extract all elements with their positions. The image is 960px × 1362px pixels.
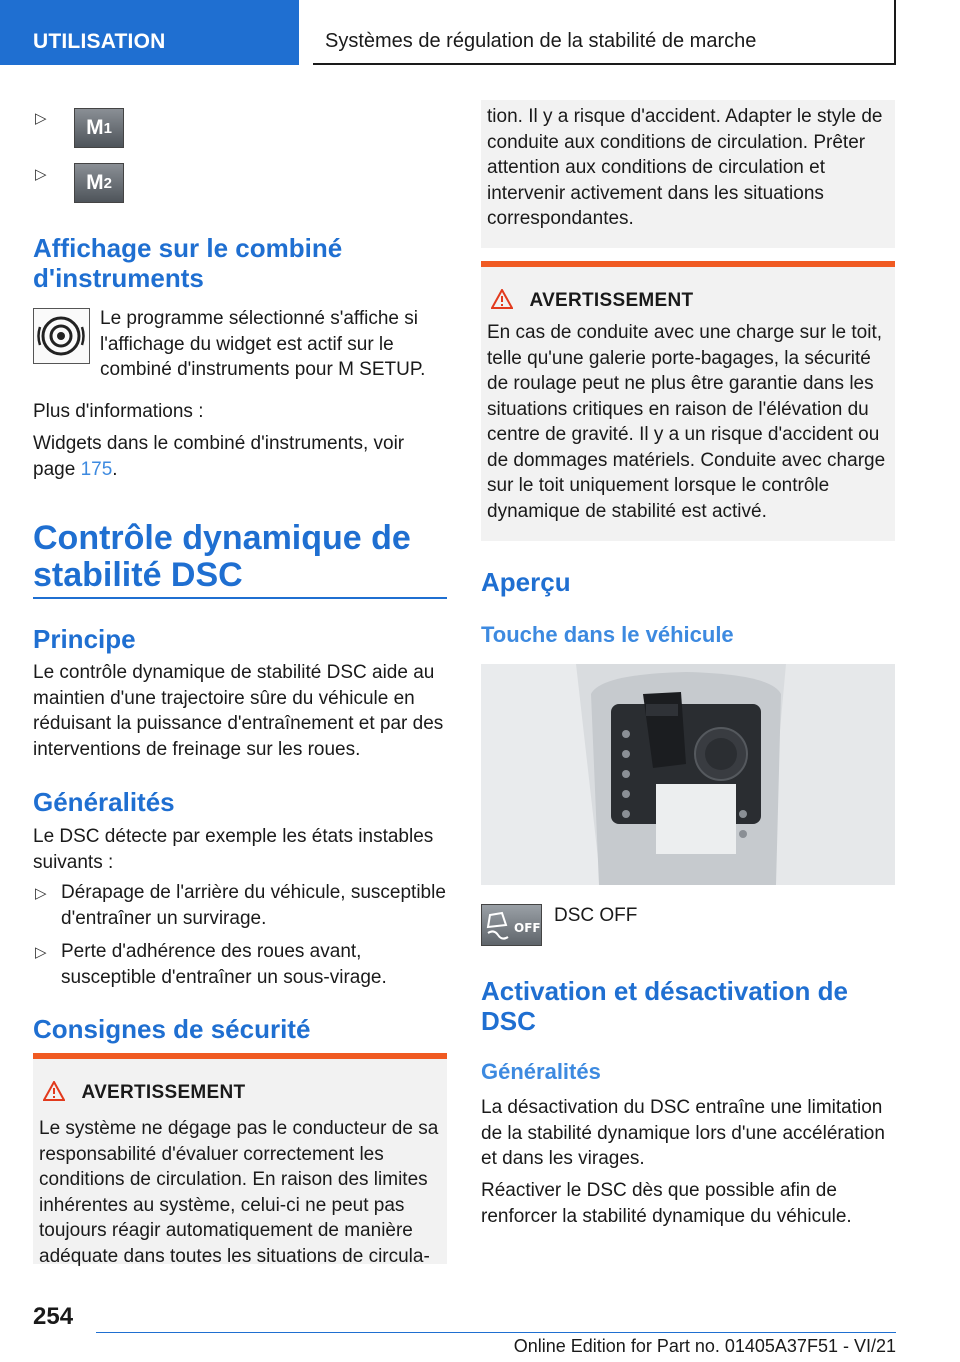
dsc-heading: Contrôle dynamique de stabilité DSC xyxy=(33,519,411,594)
warning-triangle-icon xyxy=(43,1081,65,1101)
section-tab xyxy=(0,0,299,65)
page-number: 254 xyxy=(33,1303,74,1330)
display-text: Le programme sélectionné s'affiche si l'affichage du widget est actif sur le combiné d'instruments pour M SETUP. xyxy=(100,308,426,380)
bullet-icon: ▷ xyxy=(35,944,47,961)
warning-text: En cas de conduite avec une charge sur le toit, telle qu'une galerie porte-bagages, la sécurité de roulage peut ne plus être garantie dans les situations critiques en raison de l'élévation du centre de gravité. Il y a un risque d'accident ou de dommages matériels. Conduite avec charge sur le toit uniquement lorsque le contrôle dynamique de stabilité est activé. xyxy=(487,322,886,522)
dsc-display-icon xyxy=(33,308,90,364)
warning-text: Le système ne dégage pas le conducteur de sa responsabilité d'évaluer correctement les conditions de circulation. En raison des limites inhérentes au système, celui-ci ne peut pas toujours réagir automatiquement de manière adéquate dans toutes les situations de circula- xyxy=(39,1118,439,1267)
principle-text: Le contrôle dynamique de stabilité DSC aide au maintien d'une trajectoire sûre du véhicule en réduisant la puissance d'entraînement et par des interventions de freinage sur les roues. xyxy=(33,662,444,760)
dsc-off-label: DSC OFF xyxy=(554,905,638,926)
general-subheading: Généralités xyxy=(481,1059,601,1084)
warning-box xyxy=(481,267,895,541)
warning-title: AVERTISSEMENT xyxy=(529,290,694,311)
general-text-1: La désactivation du DSC entraîne une limitation de la stabilité dynamique lors d'une accélération et dans les virages. xyxy=(481,1097,885,1169)
divider xyxy=(33,597,447,599)
section-title: UTILISATION xyxy=(33,30,166,53)
button-heading: Touche dans le véhicule xyxy=(481,622,734,647)
bullet-icon: ▷ xyxy=(35,166,47,183)
bullet-icon: ▷ xyxy=(35,110,47,127)
warning-box xyxy=(33,1059,447,1267)
bullet-icon: ▷ xyxy=(35,885,47,902)
chapter-header xyxy=(313,0,896,65)
svg-text:OFF: OFF xyxy=(514,921,541,935)
activation-heading: Activation et désactivation de DSC xyxy=(481,976,848,1036)
warning-title: AVERTISSEMENT xyxy=(81,1082,246,1103)
safety-heading: Consignes de sécurité xyxy=(33,1014,311,1044)
page-link[interactable]: 175 xyxy=(80,458,113,480)
list-item: Dérapage de l'arrière du véhicule, susceptible d'entraîner un survirage. xyxy=(61,882,446,929)
footer-divider xyxy=(96,1332,896,1333)
m1-mode-icon: M 1 xyxy=(74,108,124,148)
warning-box-continued xyxy=(481,100,895,248)
principle-heading: Principe xyxy=(33,624,136,654)
warning-title-row xyxy=(491,289,693,312)
center-console-image xyxy=(481,664,895,885)
general-text: Le DSC détecte par exemple les états instables suivants : xyxy=(33,826,434,873)
warning-title-row xyxy=(43,1081,245,1104)
dsc-off-button-icon xyxy=(481,904,542,946)
edition-text: Online Edition for Part no. 01405A37F51 - VI/21 xyxy=(513,1336,896,1356)
overview-heading: Aperçu xyxy=(481,567,571,597)
list-item: Perte d'adhérence des roues avant, susceptible d'entraîner un sous-virage. xyxy=(61,941,387,988)
general-heading: Généralités xyxy=(33,787,175,817)
m2-mode-icon: M 2 xyxy=(74,163,124,203)
display-heading: Affichage sur le combiné d'instruments xyxy=(33,233,343,293)
widgets-reference: Widgets dans le combiné d'instruments, voir page 175. xyxy=(33,433,405,480)
warning-triangle-icon xyxy=(491,289,513,309)
warning-text-continued: tion. Il y a risque d'accident. Adapter le style de conduite aux conditions de circulation. Prêter attention aux conditions de circulation et intervenir activement dans les situations correspondantes. xyxy=(487,106,883,229)
chapter-title: Systèmes de régulation de la stabilité de marche xyxy=(325,30,757,52)
general-text-2: Réactiver le DSC dès que possible afin de renforcer la stabilité dynamique du véhicule. xyxy=(481,1180,852,1227)
more-info-label: Plus d'informations : xyxy=(33,401,204,422)
